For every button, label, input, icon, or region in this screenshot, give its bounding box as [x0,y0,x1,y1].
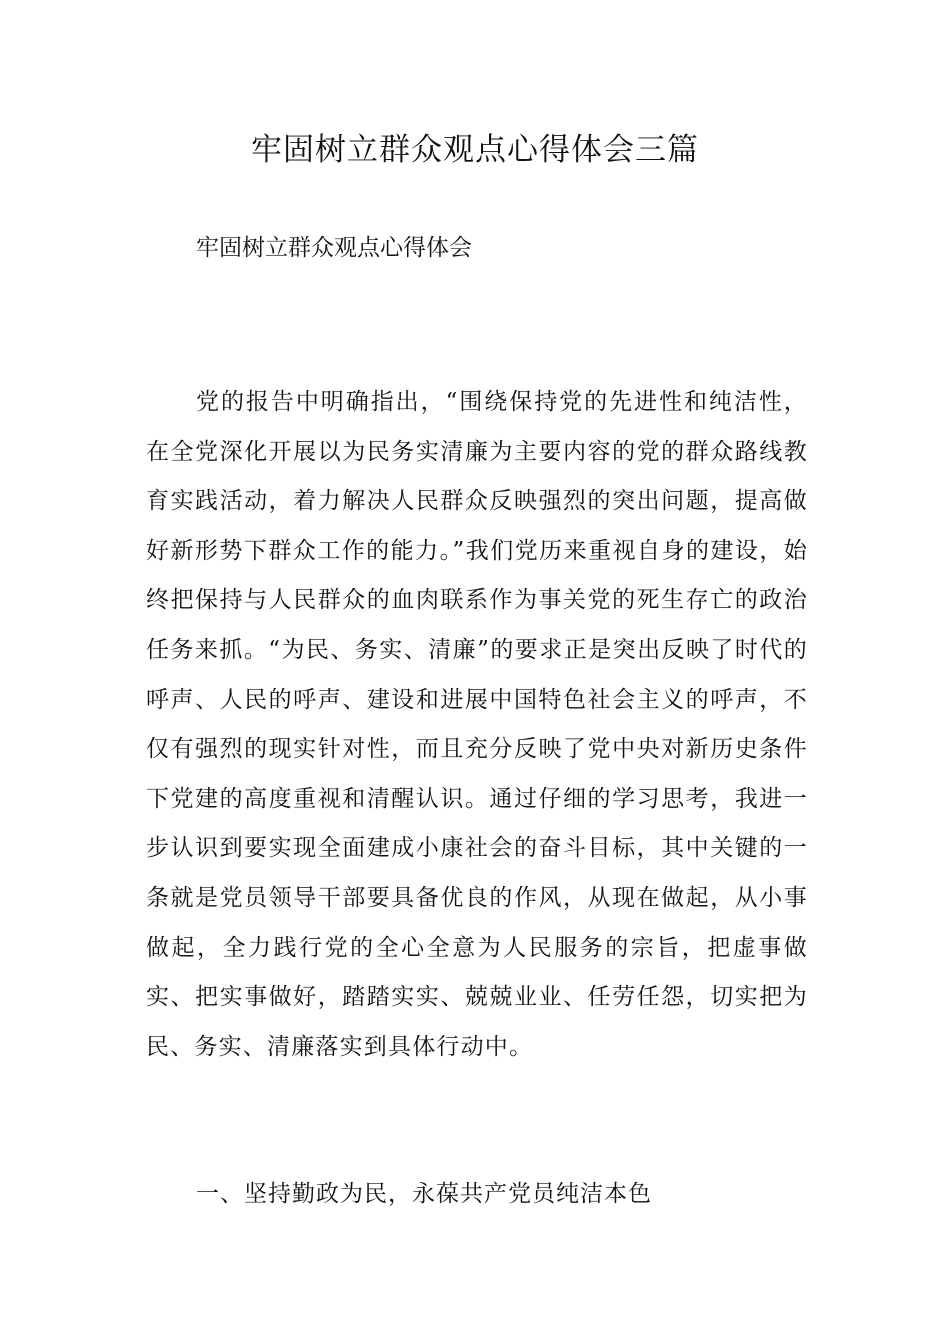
body-paragraph: 党的报告中明确指出，“围绕保持党的先进性和纯洁性，在全党深化开展以为民务实清廉为主要内容的党的群众路线教育实践活动，着力解决人民群众反映强烈的突出问题，提高做好新形势下群众工作的能力。”我们党历来重视自身的建设，始终把保持与人民群众的血肉联系作为事关党的死生存亡的政治任务来抓。“为民、务实、清廉”的要求正是突出反映了时代的呼声、人民的呼声、建设和进展中国特色社会主义的呼声，不仅有强烈的现实针对性，而且充分反映了党中央对新历史条件下党建的高度重视和清醒认识。通过仔细的学习思考，我进一步认识到要实现全面建成小康社会的奋斗目标，其中关键的一条就是党员领导干部要具备优良的作风，从现在做起，从小事做起，全力践行党的全心全意为人民服务的宗旨，把虚事做实、把实事做好，踏踏实实、兢兢业业、任劳任怨，切实把为民、务实、清廉落实到具体行动中。 [146,389,808,1060]
section-heading: 一、坚持勤政为民，永葆共产党员纯洁本色 [196,1181,652,1207]
document-subtitle: 牢固树立群众观点心得体会 [196,235,472,261]
document-title: 牢固树立群众观点心得体会三篇 [251,132,699,168]
